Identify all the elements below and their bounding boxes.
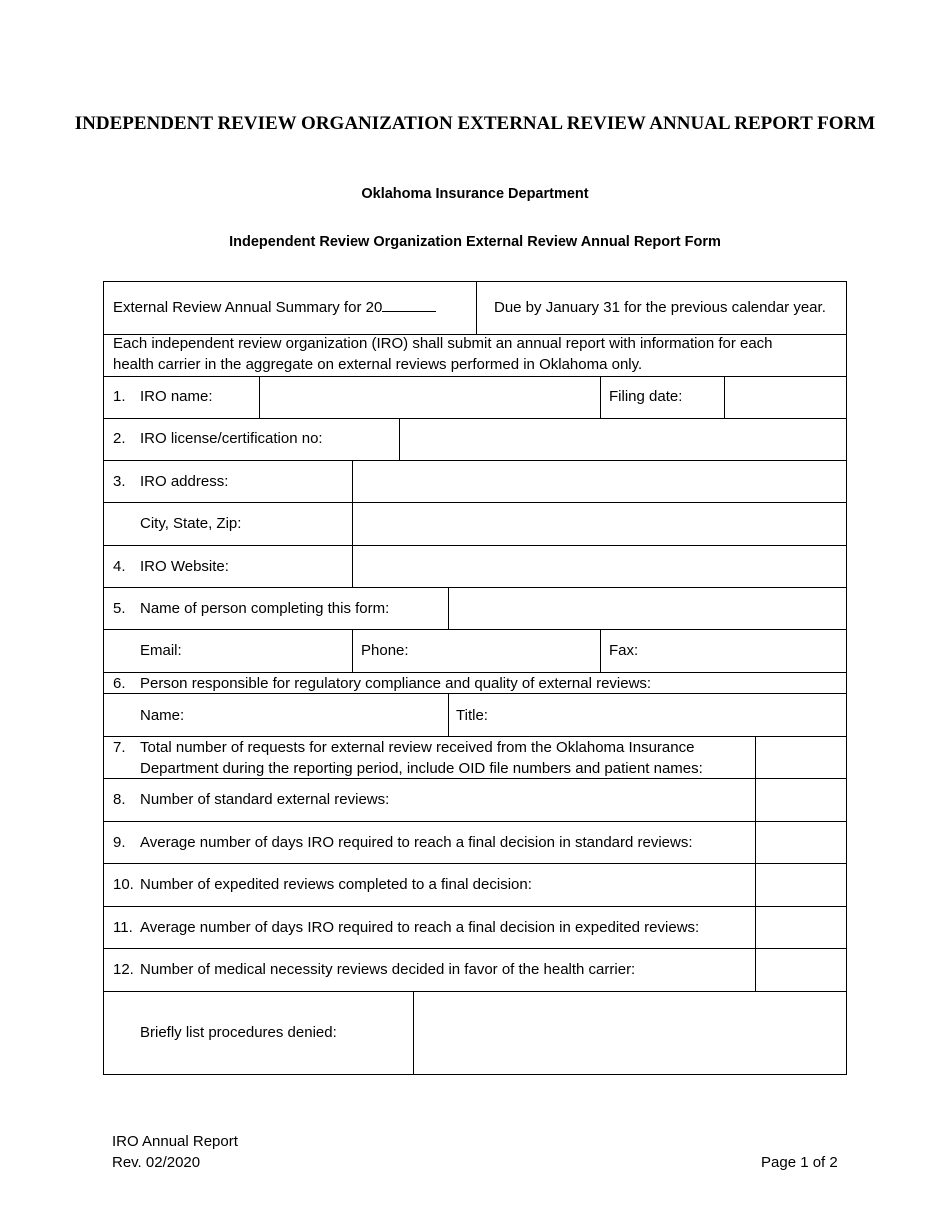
item-number: 7. xyxy=(113,739,126,756)
license-field[interactable] xyxy=(400,419,846,460)
website-label: IRO Website: xyxy=(140,558,229,575)
form-name: Independent Review Organization External Review Annual Report Form xyxy=(229,234,721,250)
q8-label: Number of standard external reviews: xyxy=(140,791,390,808)
q7-answer-field[interactable] xyxy=(756,737,846,778)
city-state-zip-label: City, State, Zip: xyxy=(140,515,242,532)
q10-label: Number of expedited reviews completed to a final decision: xyxy=(140,876,532,893)
report-form xyxy=(103,281,847,1075)
item-number: 6. xyxy=(113,675,126,692)
item-number: 9. xyxy=(113,834,126,851)
phone-label: Phone: xyxy=(361,642,409,659)
intro-line-2: health carrier in the aggregate on external reviews performed in Oklahoma only. xyxy=(113,356,643,373)
q9-label: Average number of days IRO required to reach a final decision in standard reviews: xyxy=(140,834,693,851)
item-number: 1. xyxy=(113,388,126,405)
item-number: 5. xyxy=(113,600,126,617)
iro-name-label: IRO name: xyxy=(140,388,213,405)
footer-report-name: IRO Annual Report xyxy=(112,1133,238,1150)
footer-page-number: Page 1 of 2 xyxy=(761,1154,838,1171)
responsible-label: Person responsible for regulatory compliance and quality of external reviews: xyxy=(140,675,652,692)
q8-answer-field[interactable] xyxy=(756,779,846,821)
city-state-zip-field[interactable] xyxy=(353,503,846,545)
filing-date-field[interactable] xyxy=(725,377,846,418)
q7-line-2: Department during the reporting period, include OID file numbers and patient names: xyxy=(140,760,703,777)
q10-answer-field[interactable] xyxy=(756,864,846,906)
website-field[interactable] xyxy=(353,546,846,587)
q9-answer-field[interactable] xyxy=(756,822,846,863)
person-label: Name of person completing this form: xyxy=(140,600,390,617)
address-field[interactable] xyxy=(353,461,846,502)
item-number: 11. xyxy=(113,919,133,936)
item-number: 8. xyxy=(113,791,126,808)
item-number: 4. xyxy=(113,558,126,575)
item-number: 10. xyxy=(113,876,134,893)
document-title: INDEPENDENT REVIEW ORGANIZATION EXTERNAL REVIEW ANNUAL REPORT FORM xyxy=(74,113,876,134)
license-label: IRO license/certification no: xyxy=(140,430,323,447)
name-label: Name: xyxy=(140,707,185,724)
procedures-field[interactable] xyxy=(414,992,846,1074)
intro-line-1: Each independent review organization (IRO) shall submit an annual report with information for each xyxy=(113,335,773,352)
procedures-label: Briefly list procedures denied: xyxy=(140,1024,337,1041)
q12-label: Number of medical necessity reviews decided in favor of the health carrier: xyxy=(140,961,636,978)
address-label: IRO address: xyxy=(140,473,229,490)
summary-label: External Review Annual Summary for 20 xyxy=(113,297,436,318)
title-label: Title: xyxy=(456,707,488,724)
person-field[interactable] xyxy=(449,588,846,629)
fax-label: Fax: xyxy=(609,642,639,659)
iro-name-field[interactable] xyxy=(260,377,600,418)
filing-date-label: Filing date: xyxy=(609,388,683,405)
email-label: Email: xyxy=(140,642,182,659)
q7-line-1: Total number of requests for external review received from the Oklahoma Insurance xyxy=(140,739,695,756)
department-name: Oklahoma Insurance Department xyxy=(361,186,589,202)
q11-answer-field[interactable] xyxy=(756,907,846,948)
due-note: Due by January 31 for the previous calendar year. xyxy=(494,299,826,316)
footer-revision: Rev. 02/2020 xyxy=(112,1154,201,1171)
item-number: 3. xyxy=(113,473,126,490)
q12-answer-field[interactable] xyxy=(756,949,846,991)
item-number: 2. xyxy=(113,430,126,447)
q11-label: Average number of days IRO required to reach a final decision in expedited reviews: xyxy=(140,919,700,936)
item-number: 12. xyxy=(113,961,134,978)
